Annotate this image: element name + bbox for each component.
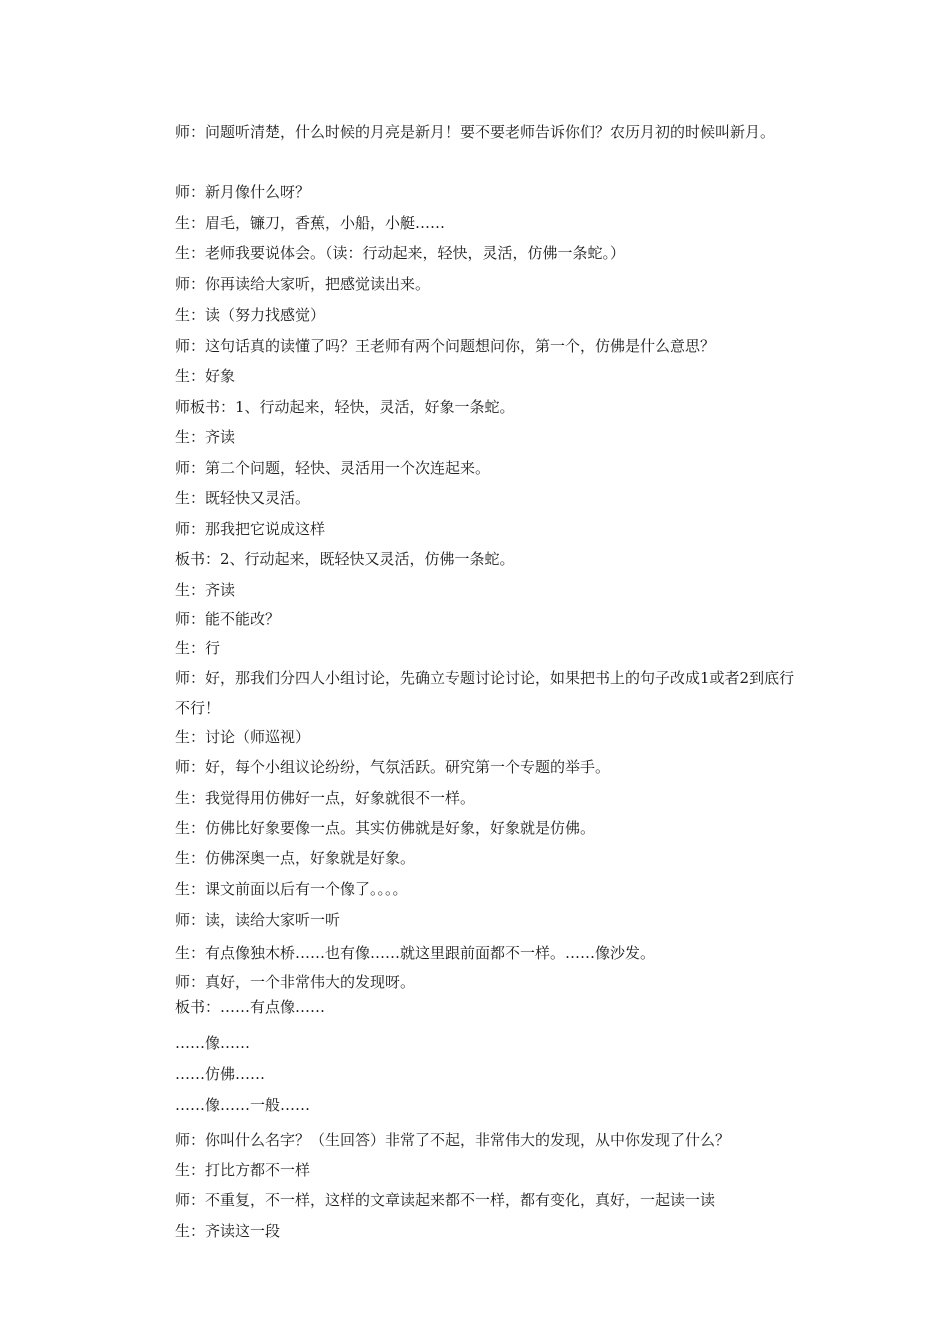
board-writing-line-3: ……像……一般…… (175, 1096, 311, 1114)
paragraph-15: 生：齐读 (175, 581, 236, 599)
paragraph-22: 生：仿佛比好象要像一点。其实仿佛就是好象，好象就是仿佛。 (175, 819, 596, 837)
paragraph-27: 师：真好，一个非常伟大的发现呀。 (175, 973, 416, 991)
paragraph-20: 师：好，每个小组议论纷纷，气氛活跃。研究第一个专题的举手。 (175, 758, 611, 776)
board-writing-line-2: ……仿佛…… (175, 1065, 266, 1083)
paragraph-28: 师：你叫什么名字？（生回答）非常了不起，非常伟大的发现，从中你发现了什么？ (175, 1131, 731, 1149)
paragraph-1: 师：问题听清楚，什么时候的月亮是新月！要不要老师告诉你们？农历月初的时候叫新月。 (175, 123, 776, 141)
paragraph-24: 生：课文前面以后有一个像了。。。。 (175, 880, 408, 898)
paragraph-25: 师：读，读给大家听一听 (175, 911, 341, 929)
paragraph-19: 生：讨论（师巡视） (175, 728, 311, 746)
paragraph-26: 生：有点像独木桥……也有像……就这里跟前面都不一样。……像沙发。 (175, 944, 656, 962)
paragraph-10: 生：齐读 (175, 428, 236, 446)
paragraph-30: 师：不重复，不一样，这样的文章读起来都不一样，都有变化，真好，一起读一读 (175, 1191, 716, 1209)
paragraph-31: 生：齐读这一段 (175, 1222, 281, 1240)
paragraph-3: 生：眉毛，镰刀，香蕉，小船，小艇…… (175, 214, 446, 232)
paragraph-18: 师：好，那我们分四人小组讨论，先确立专题讨论讨论，如果把书上的句子改成1或者2到底行不行！ (175, 669, 795, 717)
paragraph-4: 生：老师我要说体会。（读：行动起来，轻快，灵活，仿佛一条蛇。） (175, 244, 626, 262)
board-writing-line-1: ……像…… (175, 1034, 251, 1052)
paragraph-12: 生：既轻快又灵活。 (175, 489, 311, 507)
paragraph-21: 生：我觉得用仿佛好一点，好象就很不一样。 (175, 789, 476, 807)
paragraph-6: 生：读（努力找感觉） (175, 306, 326, 324)
paragraph-11: 师：第二个问题，轻快、灵活用一个次连起来。 (175, 459, 491, 477)
paragraph-13: 师：那我把它说成这样 (175, 520, 326, 538)
board-writing-title: 板书：……有点像…… (175, 998, 326, 1016)
paragraph-29: 生：打比方都不一样 (175, 1161, 311, 1179)
paragraph-17: 生：行 (175, 639, 221, 657)
paragraph-2: 师：新月像什么呀？ (175, 183, 311, 201)
paragraph-7: 师：这句话真的读懂了吗？王老师有两个问题想问你，第一个，仿佛是什么意思？ (175, 337, 716, 355)
paragraph-9: 师板书：1、行动起来，轻快，灵活，好象一条蛇。 (175, 398, 515, 416)
paragraph-16: 师：能不能改？ (175, 610, 281, 628)
paragraph-8: 生：好象 (175, 367, 236, 385)
paragraph-23: 生：仿佛深奥一点，好象就是好象。 (175, 849, 416, 867)
paragraph-14: 板书：2、行动起来，既轻快又灵活，仿佛一条蛇。 (175, 550, 515, 568)
paragraph-5: 师：你再读给大家听，把感觉读出来。 (175, 275, 431, 293)
